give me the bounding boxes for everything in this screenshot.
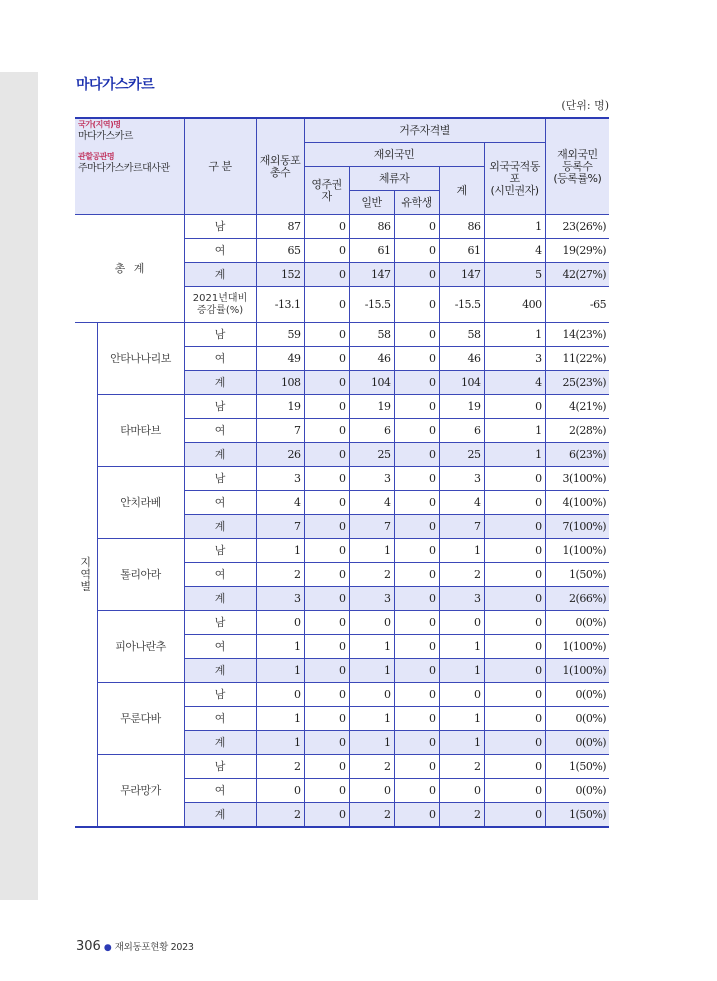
- data-cell: 0: [439, 611, 484, 635]
- data-cell: 3: [439, 467, 484, 491]
- data-cell: 0: [394, 419, 439, 443]
- data-cell: 0: [394, 491, 439, 515]
- data-cell: 0: [394, 731, 439, 755]
- bullet-icon: ●: [103, 943, 112, 953]
- data-cell: 0: [256, 611, 304, 635]
- data-cell: 0: [349, 611, 394, 635]
- row-category: 계: [184, 659, 256, 683]
- header-korean-nationals: 재외국민: [304, 143, 484, 167]
- data-cell: 0: [484, 467, 545, 491]
- region-name: 피아나란추: [97, 611, 184, 683]
- data-cell: 0: [304, 491, 349, 515]
- table-row: [75, 323, 609, 347]
- data-cell: 1: [439, 707, 484, 731]
- data-cell: 61: [439, 239, 484, 263]
- data-cell: 0: [394, 371, 439, 395]
- row-category: 여: [184, 635, 256, 659]
- data-cell: 0: [484, 611, 545, 635]
- data-cell: 58: [349, 323, 394, 347]
- page-footer: [76, 939, 194, 954]
- data-cell: 152: [256, 263, 304, 287]
- footer-text: 재외동포현황 2023: [114, 942, 194, 953]
- data-cell: -13.1: [256, 287, 304, 323]
- data-cell: 86: [349, 215, 394, 239]
- row-category: 여: [184, 491, 256, 515]
- unit-label: (단위: 명): [561, 99, 609, 112]
- data-cell: 0: [394, 659, 439, 683]
- data-cell: 4(100%): [545, 491, 609, 515]
- data-cell: 7(100%): [545, 515, 609, 539]
- office-label: 관할공관명: [78, 152, 115, 161]
- data-cell: 4: [439, 491, 484, 515]
- data-cell: 4: [349, 491, 394, 515]
- data-cell: 46: [349, 347, 394, 371]
- data-cell: 1(50%): [545, 563, 609, 587]
- data-cell: 0: [484, 659, 545, 683]
- data-cell: 0: [394, 467, 439, 491]
- row-category: 여: [184, 239, 256, 263]
- data-cell: 1: [349, 635, 394, 659]
- data-cell: 0: [304, 779, 349, 803]
- data-cell: 0: [256, 779, 304, 803]
- row-category: 계: [184, 263, 256, 287]
- region-name: 타마타브: [97, 395, 184, 467]
- data-cell: 1(100%): [545, 659, 609, 683]
- row-category: 남: [184, 395, 256, 419]
- data-cell: 0: [304, 659, 349, 683]
- data-cell: 2: [349, 803, 394, 828]
- data-cell: 11(22%): [545, 347, 609, 371]
- region-name: 무라망가: [97, 755, 184, 828]
- summary-label: 총 계: [75, 215, 184, 323]
- data-cell: 0: [394, 683, 439, 707]
- region-group-label: 지 역 별: [75, 323, 97, 828]
- data-cell: 0: [304, 539, 349, 563]
- data-cell: 1: [484, 443, 545, 467]
- data-cell: 19: [439, 395, 484, 419]
- data-cell: 2: [349, 563, 394, 587]
- table-row: [75, 467, 609, 491]
- data-cell: 1: [439, 659, 484, 683]
- data-cell: 0: [484, 683, 545, 707]
- side-margin-strip: [0, 72, 38, 900]
- data-cell: 0: [304, 239, 349, 263]
- row-category: 계: [184, 587, 256, 611]
- data-cell: 6(23%): [545, 443, 609, 467]
- data-cell: 7: [349, 515, 394, 539]
- data-cell: 25(23%): [545, 371, 609, 395]
- region-name: 안치라베: [97, 467, 184, 539]
- row-category: 계: [184, 803, 256, 828]
- row-category: 여: [184, 347, 256, 371]
- data-cell: 0: [304, 263, 349, 287]
- data-cell: 0: [394, 707, 439, 731]
- data-cell: 7: [439, 515, 484, 539]
- data-cell: -65: [545, 287, 609, 323]
- data-cell: 65: [256, 239, 304, 263]
- statistics-table: [75, 117, 609, 828]
- data-cell: 1(100%): [545, 539, 609, 563]
- data-cell: 104: [349, 371, 394, 395]
- row-category: 남: [184, 755, 256, 779]
- data-cell: 0: [304, 515, 349, 539]
- data-cell: 0(0%): [545, 731, 609, 755]
- page-title: 마다가스카르: [76, 77, 155, 93]
- header-subtotal: 계: [439, 167, 484, 215]
- row-category: 남: [184, 467, 256, 491]
- data-cell: 3: [349, 467, 394, 491]
- data-cell: 0: [304, 419, 349, 443]
- table-row: [75, 539, 609, 563]
- data-cell: 25: [439, 443, 484, 467]
- region-name: 안타나나리보: [97, 323, 184, 395]
- data-cell: 0: [304, 587, 349, 611]
- data-cell: -15.5: [349, 287, 394, 323]
- data-cell: 1: [439, 635, 484, 659]
- data-cell: 1: [484, 215, 545, 239]
- data-cell: 23(26%): [545, 215, 609, 239]
- table-row: [75, 755, 609, 779]
- data-cell: 0: [394, 611, 439, 635]
- data-cell: 0: [304, 683, 349, 707]
- data-cell: 19(29%): [545, 239, 609, 263]
- data-cell: 58: [439, 323, 484, 347]
- data-cell: 7: [256, 419, 304, 443]
- data-cell: 1(100%): [545, 635, 609, 659]
- row-category: 2021년대비 증감률(%): [184, 287, 256, 323]
- data-cell: 1: [439, 731, 484, 755]
- data-cell: 19: [256, 395, 304, 419]
- data-cell: 0: [304, 611, 349, 635]
- data-cell: 0: [304, 803, 349, 828]
- data-cell: 5: [484, 263, 545, 287]
- data-cell: 147: [439, 263, 484, 287]
- data-cell: 0: [439, 779, 484, 803]
- table-row: [75, 215, 609, 239]
- region-name: 톨리아라: [97, 539, 184, 611]
- data-cell: 0: [304, 635, 349, 659]
- data-cell: 0(0%): [545, 683, 609, 707]
- row-category: 여: [184, 563, 256, 587]
- page-number: 306: [76, 939, 101, 954]
- data-cell: 0: [394, 563, 439, 587]
- data-cell: 1: [349, 659, 394, 683]
- data-cell: 0: [484, 563, 545, 587]
- data-cell: 0(0%): [545, 611, 609, 635]
- header-permanent: 영주권자: [304, 167, 349, 215]
- data-cell: 0: [484, 395, 545, 419]
- data-cell: 0: [394, 515, 439, 539]
- data-cell: 2: [439, 803, 484, 828]
- data-cell: 0: [304, 563, 349, 587]
- data-cell: 1: [439, 539, 484, 563]
- data-cell: 104: [439, 371, 484, 395]
- data-cell: 3: [484, 347, 545, 371]
- row-category: 계: [184, 371, 256, 395]
- row-category: 남: [184, 611, 256, 635]
- data-cell: 7: [256, 515, 304, 539]
- data-cell: 0: [394, 395, 439, 419]
- data-cell: 0: [349, 779, 394, 803]
- header-foreign-citizens: 외국국적동포 (시민권자): [484, 143, 545, 215]
- data-cell: 0: [394, 803, 439, 828]
- data-cell: 3: [439, 587, 484, 611]
- data-cell: 0: [304, 467, 349, 491]
- row-category: 남: [184, 215, 256, 239]
- data-cell: 0: [304, 347, 349, 371]
- header-residence: 거주자격별: [304, 118, 545, 143]
- data-cell: 6: [439, 419, 484, 443]
- data-cell: 2(28%): [545, 419, 609, 443]
- data-cell: 3: [349, 587, 394, 611]
- data-cell: 0: [484, 515, 545, 539]
- row-category: 계: [184, 443, 256, 467]
- data-cell: 87: [256, 215, 304, 239]
- data-cell: 4: [484, 239, 545, 263]
- data-cell: 0: [439, 683, 484, 707]
- data-cell: 0: [304, 755, 349, 779]
- data-cell: 0: [394, 323, 439, 347]
- data-cell: 86: [439, 215, 484, 239]
- data-cell: 1: [256, 707, 304, 731]
- data-cell: 0: [394, 347, 439, 371]
- data-cell: 0(0%): [545, 779, 609, 803]
- data-cell: 2: [256, 563, 304, 587]
- header-corner: [75, 118, 184, 215]
- data-cell: 1: [484, 419, 545, 443]
- data-cell: 0: [394, 239, 439, 263]
- data-cell: 1: [256, 659, 304, 683]
- office-name: 주마다가스카르대사관: [78, 163, 170, 174]
- data-cell: 0: [304, 215, 349, 239]
- data-cell: 0: [349, 683, 394, 707]
- region-name: 무룬다바: [97, 683, 184, 755]
- data-cell: 0: [304, 731, 349, 755]
- data-cell: 49: [256, 347, 304, 371]
- data-cell: 147: [349, 263, 394, 287]
- data-cell: 400: [484, 287, 545, 323]
- data-cell: 1: [349, 707, 394, 731]
- data-cell: 0: [484, 539, 545, 563]
- data-cell: 0: [304, 323, 349, 347]
- data-cell: 1: [256, 635, 304, 659]
- data-cell: 3(100%): [545, 467, 609, 491]
- data-cell: 61: [349, 239, 394, 263]
- data-cell: 1: [349, 731, 394, 755]
- data-cell: 2: [349, 755, 394, 779]
- header-gubun: 구 분: [184, 118, 256, 215]
- data-cell: 2(66%): [545, 587, 609, 611]
- data-cell: 42(27%): [545, 263, 609, 287]
- row-category: 남: [184, 683, 256, 707]
- data-cell: -15.5: [439, 287, 484, 323]
- data-cell: 0: [484, 587, 545, 611]
- data-cell: 4: [256, 491, 304, 515]
- row-category: 여: [184, 419, 256, 443]
- data-cell: 1: [256, 731, 304, 755]
- header-sojourner: 체류자: [349, 167, 439, 191]
- data-cell: 0: [484, 731, 545, 755]
- table-row: [75, 611, 609, 635]
- country-name: 마다가스카르: [78, 131, 133, 142]
- data-cell: 0: [394, 755, 439, 779]
- header-student: 유학생: [394, 191, 439, 215]
- data-cell: 2: [256, 803, 304, 828]
- data-cell: 0: [394, 779, 439, 803]
- country-label: 국가(지역)명: [78, 120, 121, 129]
- header-registered: 재외국민 등록수 (등록률%): [545, 118, 609, 215]
- data-cell: 0: [256, 683, 304, 707]
- data-cell: 59: [256, 323, 304, 347]
- data-cell: 0: [394, 539, 439, 563]
- data-cell: 1(50%): [545, 803, 609, 828]
- data-cell: 2: [256, 755, 304, 779]
- row-category: 여: [184, 779, 256, 803]
- data-cell: 0: [304, 371, 349, 395]
- row-category: 남: [184, 323, 256, 347]
- data-cell: 14(23%): [545, 323, 609, 347]
- data-cell: 0(0%): [545, 707, 609, 731]
- data-cell: 0: [484, 491, 545, 515]
- data-cell: 1: [484, 323, 545, 347]
- data-cell: 25: [349, 443, 394, 467]
- header-total: 재외동포 총수: [256, 118, 304, 215]
- table-row: [75, 395, 609, 419]
- data-cell: 0: [394, 287, 439, 323]
- data-cell: 0: [394, 263, 439, 287]
- row-category: 여: [184, 707, 256, 731]
- table-row: [75, 683, 609, 707]
- data-cell: 0: [484, 755, 545, 779]
- data-cell: 46: [439, 347, 484, 371]
- row-category: 계: [184, 731, 256, 755]
- table-body: [75, 215, 609, 828]
- data-cell: 4(21%): [545, 395, 609, 419]
- data-cell: 6: [349, 419, 394, 443]
- data-cell: 0: [484, 635, 545, 659]
- data-cell: 0: [394, 635, 439, 659]
- data-cell: 1(50%): [545, 755, 609, 779]
- data-cell: 1: [256, 539, 304, 563]
- data-cell: 108: [256, 371, 304, 395]
- data-cell: 0: [394, 443, 439, 467]
- data-cell: 2: [439, 755, 484, 779]
- data-cell: 0: [484, 803, 545, 828]
- data-cell: 0: [304, 443, 349, 467]
- data-cell: 4: [484, 371, 545, 395]
- row-category: 계: [184, 515, 256, 539]
- data-cell: 0: [394, 587, 439, 611]
- data-cell: 3: [256, 467, 304, 491]
- data-cell: 0: [304, 707, 349, 731]
- data-cell: 3: [256, 587, 304, 611]
- data-cell: 0: [484, 707, 545, 731]
- data-cell: 1: [349, 539, 394, 563]
- data-cell: 0: [304, 287, 349, 323]
- data-cell: 2: [439, 563, 484, 587]
- row-category: 남: [184, 539, 256, 563]
- header-general: 일반: [349, 191, 394, 215]
- data-cell: 19: [349, 395, 394, 419]
- data-cell: 0: [304, 395, 349, 419]
- data-cell: 26: [256, 443, 304, 467]
- data-cell: 0: [394, 215, 439, 239]
- data-cell: 0: [484, 779, 545, 803]
